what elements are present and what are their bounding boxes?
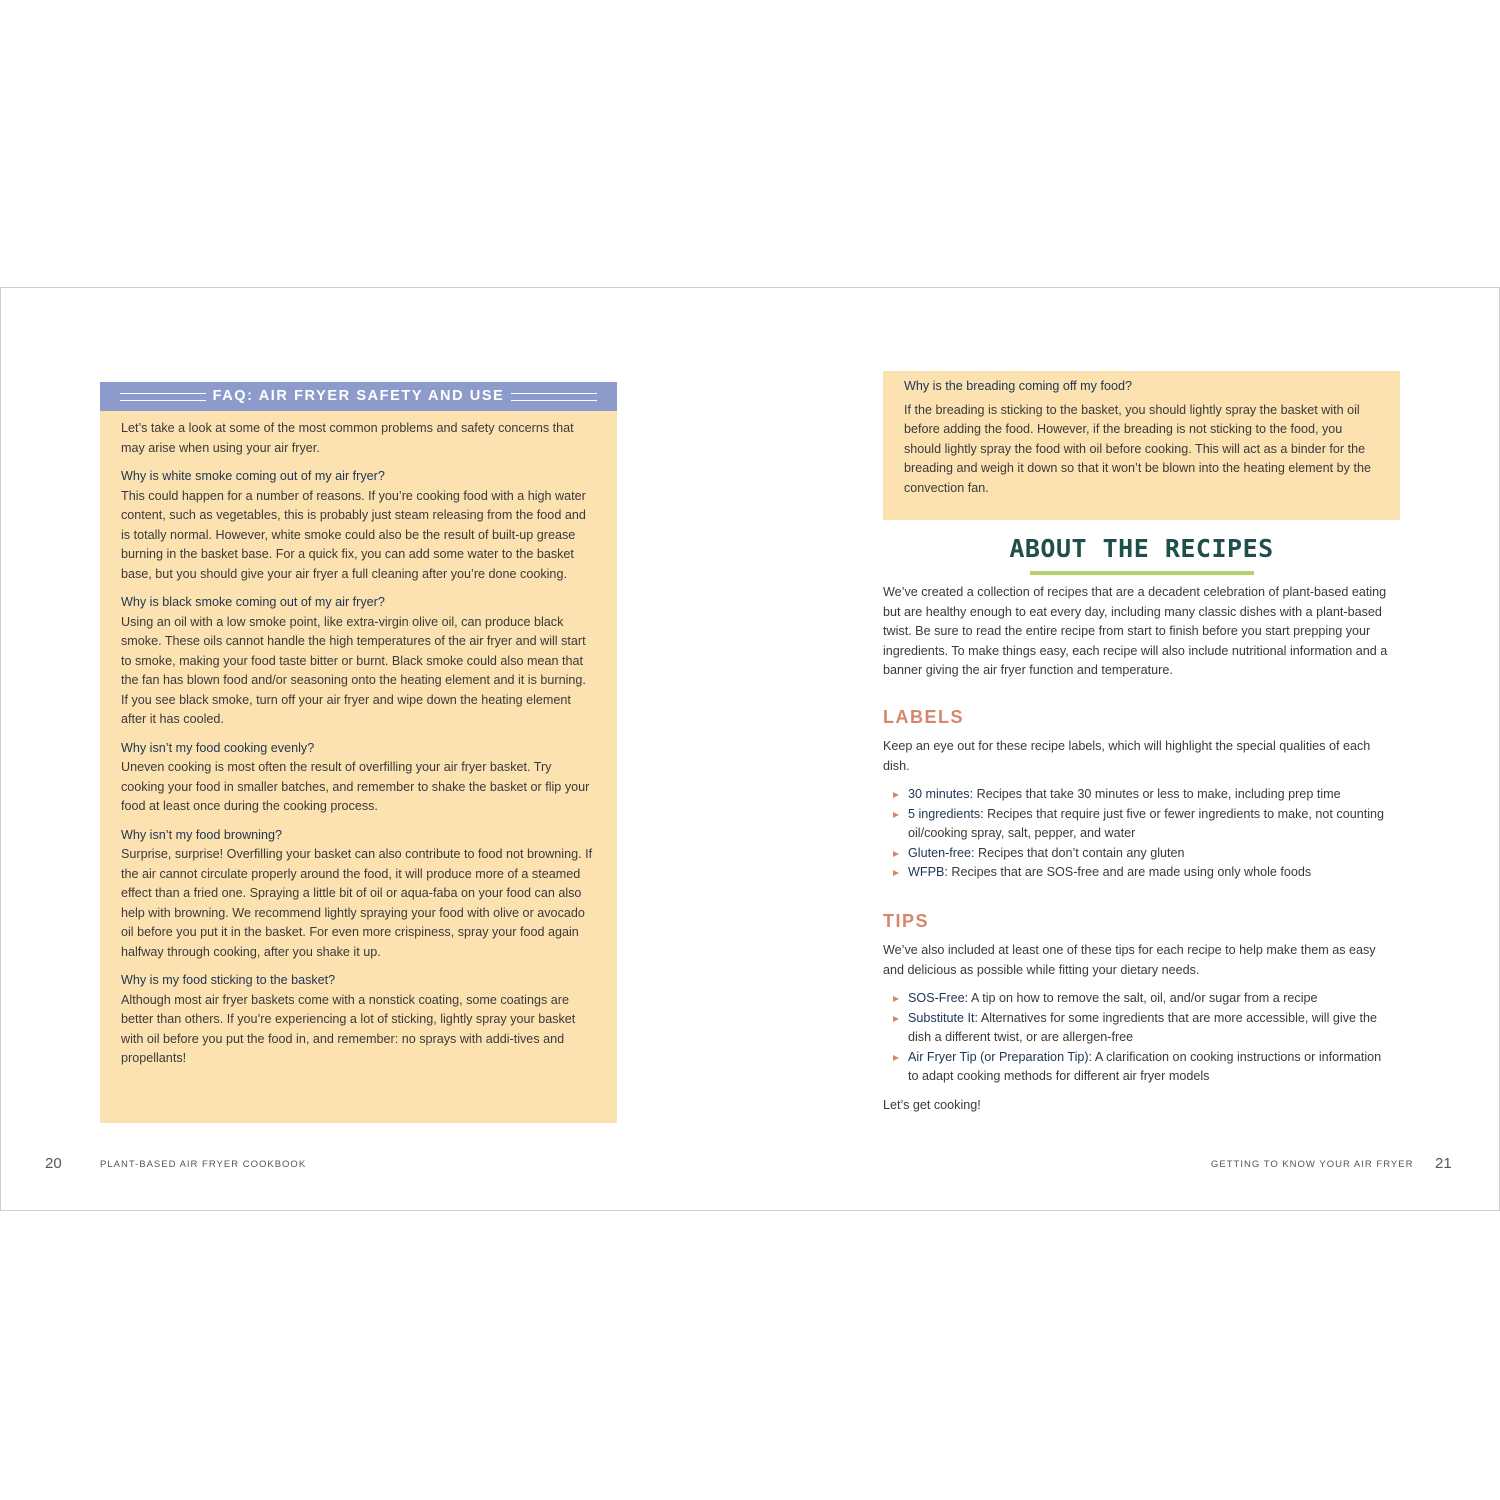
closing-line: Let’s get cooking! xyxy=(883,1097,981,1112)
bullet-triangle-icon xyxy=(893,1016,899,1022)
bullet-triangle-icon xyxy=(893,792,899,798)
list-item xyxy=(883,863,1393,883)
tip-desc: Alternatives for some ingredients that are more accessible, will give the dish a different twist, or are allergen-free xyxy=(908,1010,1378,1044)
tip-term: SOS-Free: xyxy=(908,991,969,1005)
label-desc: Recipes that require just five or fewer ingredients to make, not counting oil/cooking spray, salt, pepper, and water xyxy=(908,806,1385,840)
bullet-triangle-icon xyxy=(893,812,899,818)
list-item xyxy=(883,1009,1393,1048)
bullet-triangle-icon xyxy=(893,1055,899,1061)
faq-question: Why isn’t my food cooking evenly? xyxy=(121,740,315,755)
faq-answer: This could happen for a number of reasons. If you’re cooking food with a high water content, such as vegetables, this is probably just steam releasing from the food and is totally normal. However, white smoke could also be the result of built-up grease burning in the basket base. For a quick fix, you can add some water to the basket base, but you should give your air fryer a full cleaning after you’re done cooking. xyxy=(121,488,586,581)
faq-question: Why is white smoke coming out of my air fryer? xyxy=(121,469,385,483)
running-head-right: GETTING TO KNOW YOUR AIR FRYER xyxy=(1211,1159,1414,1170)
book-spread xyxy=(0,287,1500,1211)
tips-heading: TIPS xyxy=(883,911,930,931)
label-desc: Recipes that take 30 minutes or less to make, including prep time xyxy=(973,787,1341,801)
label-desc: Recipes that are SOS-free and are made using only whole foods xyxy=(947,865,1312,879)
faq-title-bar xyxy=(100,382,617,411)
faq-answer: Using an oil with a low smoke point, like extra-virgin olive oil, can produce black smoke. These oils cannot handle the high temperatures of the air fryer and will start to smoke, making your food taste bitter or burnt. Black smoke could also mean that the fan has blown food and/or seasoning onto the heating element and it is burning. If you see black smoke, turn off your air fryer and wipe down the heating element after it has cooled. xyxy=(121,614,586,726)
faq-question: Why is my food sticking to the basket? xyxy=(121,973,336,987)
labels-section xyxy=(883,706,1393,883)
tip-desc: A clarification on cooking instructions or information to adapt cooking methods for different air fryer models xyxy=(908,1049,1382,1083)
list-item xyxy=(883,1048,1393,1087)
faq-question: Why isn’t my food browning? xyxy=(121,827,282,842)
list-item xyxy=(883,844,1393,864)
faq-title: FAQ: AIR FRYER SAFETY AND USE xyxy=(212,388,505,404)
faq-answer: Although most air fryer baskets come with a nonstick coating, some coatings are better than others. If you’re experiencing a lot of sticking, lightly spray your basket with oil before you put the food in, and remember: no sprays with addi-tives and propellants! xyxy=(121,992,576,1065)
tip-desc: A tip on how to remove the salt, oil, and/or sugar from a recipe xyxy=(968,991,1318,1005)
page-number-left: 20 xyxy=(45,1155,62,1172)
about-heading-block xyxy=(883,533,1400,575)
labels-heading: LABELS xyxy=(883,707,964,727)
faq-question: Why is black smoke coming out of my air fryer? xyxy=(121,595,385,609)
faq-body xyxy=(100,411,617,1069)
labels-intro: Keep an eye out for these recipe labels, which will highlight the special qualities of each dish. xyxy=(883,739,1371,773)
breading-faq-box xyxy=(883,371,1400,520)
bullet-triangle-icon xyxy=(893,996,899,1002)
list-item xyxy=(883,785,1393,805)
page-number-right: 21 xyxy=(1435,1155,1452,1172)
faq-answer: Surprise, surprise! Overfilling your basket can also contribute to food not browning. If the air cannot circulate properly around the food, it will produce more of a steamed effect than a fried one. Spraying a little bit of oil or aqua-faba on your food can also help with browning. We recommend lightly spraying your food with olive or avocado oil before you put it in the basket. For even more crispiness, spray your food again halfway through cooking, after you shake it up. xyxy=(121,847,593,959)
running-head-left: PLANT-BASED AIR FRYER COOKBOOK xyxy=(100,1159,307,1170)
faq-answer: If the breading is sticking to the basket, you should lightly spray the basket with oil before adding the food. However, if the breading is not sticking to the food, you should lightly spray the food with oil before cooking. This will act as a binder for the breading and weigh it down so that it won’t be blown into the heating element by the convection fan. xyxy=(904,402,1371,495)
list-item xyxy=(883,805,1393,844)
label-term: Gluten-free: xyxy=(908,845,975,860)
faq-intro: Let’s take a look at some of the most common problems and safety concerns that may arise when using your air fryer. xyxy=(121,421,574,455)
tip-term: Air Fryer Tip (or Preparation Tip): xyxy=(908,1049,1093,1064)
faq-answer: Uneven cooking is most often the result of overfilling your air fryer basket. Try cooking your food in smaller batches, and remember to shake the basket or flip your food at least once during the cooking process. xyxy=(121,760,590,813)
title-rule-right xyxy=(511,393,597,401)
label-term: WFPB: xyxy=(908,865,948,879)
tips-list xyxy=(883,989,1393,1087)
labels-list xyxy=(883,785,1393,883)
faq-box xyxy=(100,382,617,1123)
label-desc: Recipes that don’t contain any gluten xyxy=(974,845,1185,860)
title-rule-left xyxy=(120,393,206,401)
about-body xyxy=(883,583,1393,681)
faq-question: Why is the breading coming off my food? xyxy=(904,379,1132,393)
tips-intro: We’ve also included at least one of these tips for each recipe to help make them as easy and delicious as possible while fitting your dietary needs. xyxy=(883,943,1376,977)
about-paragraph: We’ve created a collection of recipes that are a decadent celebration of plant-based eating but are healthy enough to eat every day, including many classic dishes with a plant-based twist. Be sure to read the entire recipe from start to finish before you start prepping your ingredients. To make things easy, each recipe will also include nutritional information and a banner giving the air fryer function and temperature. xyxy=(883,585,1388,677)
label-term: 5 ingredients: xyxy=(908,806,984,821)
section-title: ABOUT THE RECIPES xyxy=(1009,534,1274,563)
bullet-triangle-icon xyxy=(893,851,899,857)
tip-term: Substitute It: xyxy=(908,1010,979,1025)
title-underline xyxy=(1030,571,1254,575)
bullet-triangle-icon xyxy=(893,870,899,876)
label-term: 30 minutes: xyxy=(908,787,974,801)
tips-section xyxy=(883,910,1393,1115)
list-item xyxy=(883,989,1393,1009)
